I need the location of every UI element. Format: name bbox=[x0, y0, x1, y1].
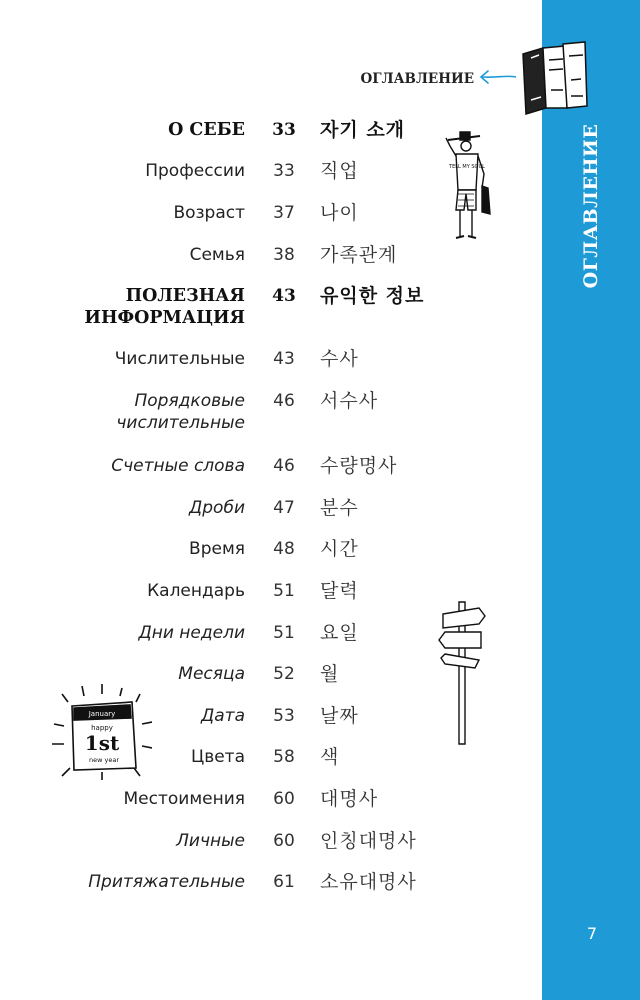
toc-page-number: 43 bbox=[273, 349, 295, 369]
toc-ru-title: Притяжательные bbox=[88, 872, 245, 892]
toc-page-number: 37 bbox=[273, 203, 295, 223]
toc-ko-title: 나이 bbox=[320, 202, 359, 224]
toc-row bbox=[0, 622, 520, 662]
calendar-day-text: 1st bbox=[84, 731, 120, 755]
calendar-month-text: January bbox=[88, 710, 116, 718]
toc-page-number: 52 bbox=[273, 664, 295, 684]
toc-ru-title: Числительные bbox=[114, 349, 245, 369]
side-tab-title: ОГЛАВЛЕНИЕ bbox=[580, 123, 602, 289]
toc-ko-title: 요일 bbox=[320, 622, 359, 644]
toc-row bbox=[0, 871, 520, 911]
toc-page-number: 60 bbox=[273, 789, 295, 809]
toc-row bbox=[0, 348, 520, 388]
toc-ru-title-line2: ИНФОРМАЦИЯ bbox=[84, 308, 245, 328]
toc-page-number: 48 bbox=[273, 539, 295, 559]
toc-page-number: 53 bbox=[273, 706, 295, 726]
toc-ko-title: 달력 bbox=[320, 580, 359, 602]
toc-page-number: 43 bbox=[272, 286, 296, 306]
man-shirt-text: TELL MY SOUL bbox=[449, 164, 485, 170]
toc-row bbox=[0, 244, 520, 284]
toc-row bbox=[0, 119, 520, 159]
toc-ru-title: Профессии bbox=[145, 161, 245, 181]
toc-row bbox=[0, 788, 520, 828]
toc-ru-title: Счетные слова bbox=[111, 456, 245, 476]
toc-ru-title: Местоимения bbox=[123, 789, 245, 809]
arrow-left-icon bbox=[478, 66, 518, 88]
toc-ko-title: 유익한 정보 bbox=[320, 285, 425, 307]
toc-row bbox=[0, 160, 520, 200]
toc-ko-title: 가족관계 bbox=[320, 244, 398, 266]
toc-page-number: 47 bbox=[273, 498, 295, 518]
toc-row bbox=[0, 746, 520, 786]
toc-ko-title: 자기 소개 bbox=[320, 119, 406, 141]
toc-page-number: 60 bbox=[273, 831, 295, 851]
toc-ru-title: О СЕБЕ bbox=[168, 120, 245, 140]
toc-page-number: 38 bbox=[273, 245, 295, 265]
side-tab bbox=[542, 0, 640, 1000]
toc-ru-title: Личные bbox=[176, 831, 245, 851]
toc-ru-title: Дата bbox=[200, 706, 245, 726]
calendar-newyear-text: new year bbox=[88, 756, 120, 764]
toc-page-number: 46 bbox=[273, 456, 295, 476]
toc-ko-title: 수사 bbox=[320, 348, 359, 370]
toc-page-number: 33 bbox=[273, 161, 295, 181]
toc-page-number: 46 bbox=[273, 391, 295, 411]
stack-of-books-icon bbox=[513, 40, 593, 120]
toc-row bbox=[0, 580, 520, 620]
toc-row bbox=[0, 390, 520, 433]
toc-ko-title: 시간 bbox=[320, 538, 359, 560]
toc-page-number: 33 bbox=[272, 120, 296, 140]
toc-ko-title: 날짜 bbox=[320, 705, 359, 727]
toc-ko-title: 서수사 bbox=[320, 390, 379, 412]
toc-row bbox=[0, 497, 520, 537]
toc-ru-title: ПОЛЕЗНАЯ bbox=[125, 286, 245, 306]
toc-ru-title: Цвета bbox=[191, 747, 245, 767]
page-number: 7 bbox=[586, 924, 598, 943]
toc-ru-title: Время bbox=[189, 539, 245, 559]
toc-ru-title: Порядковые bbox=[134, 391, 245, 411]
toc-page-number: 51 bbox=[273, 623, 295, 643]
toc-row bbox=[0, 830, 520, 870]
toc-row bbox=[0, 663, 520, 703]
toc-ru-title: Дроби bbox=[188, 498, 245, 518]
toc-ko-title: 대명사 bbox=[320, 788, 379, 810]
toc-ko-title: 월 bbox=[320, 663, 340, 685]
toc-row bbox=[0, 285, 520, 328]
toc-ru-title-line2: числительные bbox=[116, 413, 245, 433]
toc-page-number: 58 bbox=[273, 747, 295, 767]
toc-ru-title: Семья bbox=[189, 245, 245, 265]
toc-heading: ОГЛАВЛЕНИЕ bbox=[360, 71, 474, 87]
toc-ru-title: Возраст bbox=[173, 203, 245, 223]
toc-page-number: 61 bbox=[273, 872, 295, 892]
toc-ko-title: 색 bbox=[320, 746, 340, 768]
toc-row bbox=[0, 705, 520, 745]
toc-ko-title: 직업 bbox=[320, 160, 359, 182]
toc-ru-title: Дни недели bbox=[138, 623, 245, 643]
toc-ko-title: 인칭대명사 bbox=[320, 830, 417, 852]
toc-row bbox=[0, 202, 520, 242]
toc-ru-title: Месяца bbox=[178, 664, 245, 684]
toc-ko-title: 분수 bbox=[320, 497, 359, 519]
toc-ko-title: 수량명사 bbox=[320, 455, 398, 477]
toc-ko-title: 소유대명사 bbox=[320, 871, 417, 893]
toc-ru-title: Календарь bbox=[147, 581, 245, 601]
calendar-happy-text: happy bbox=[91, 724, 113, 732]
toc-row bbox=[0, 538, 520, 578]
toc-page-number: 51 bbox=[273, 581, 295, 601]
toc-row bbox=[0, 455, 520, 495]
